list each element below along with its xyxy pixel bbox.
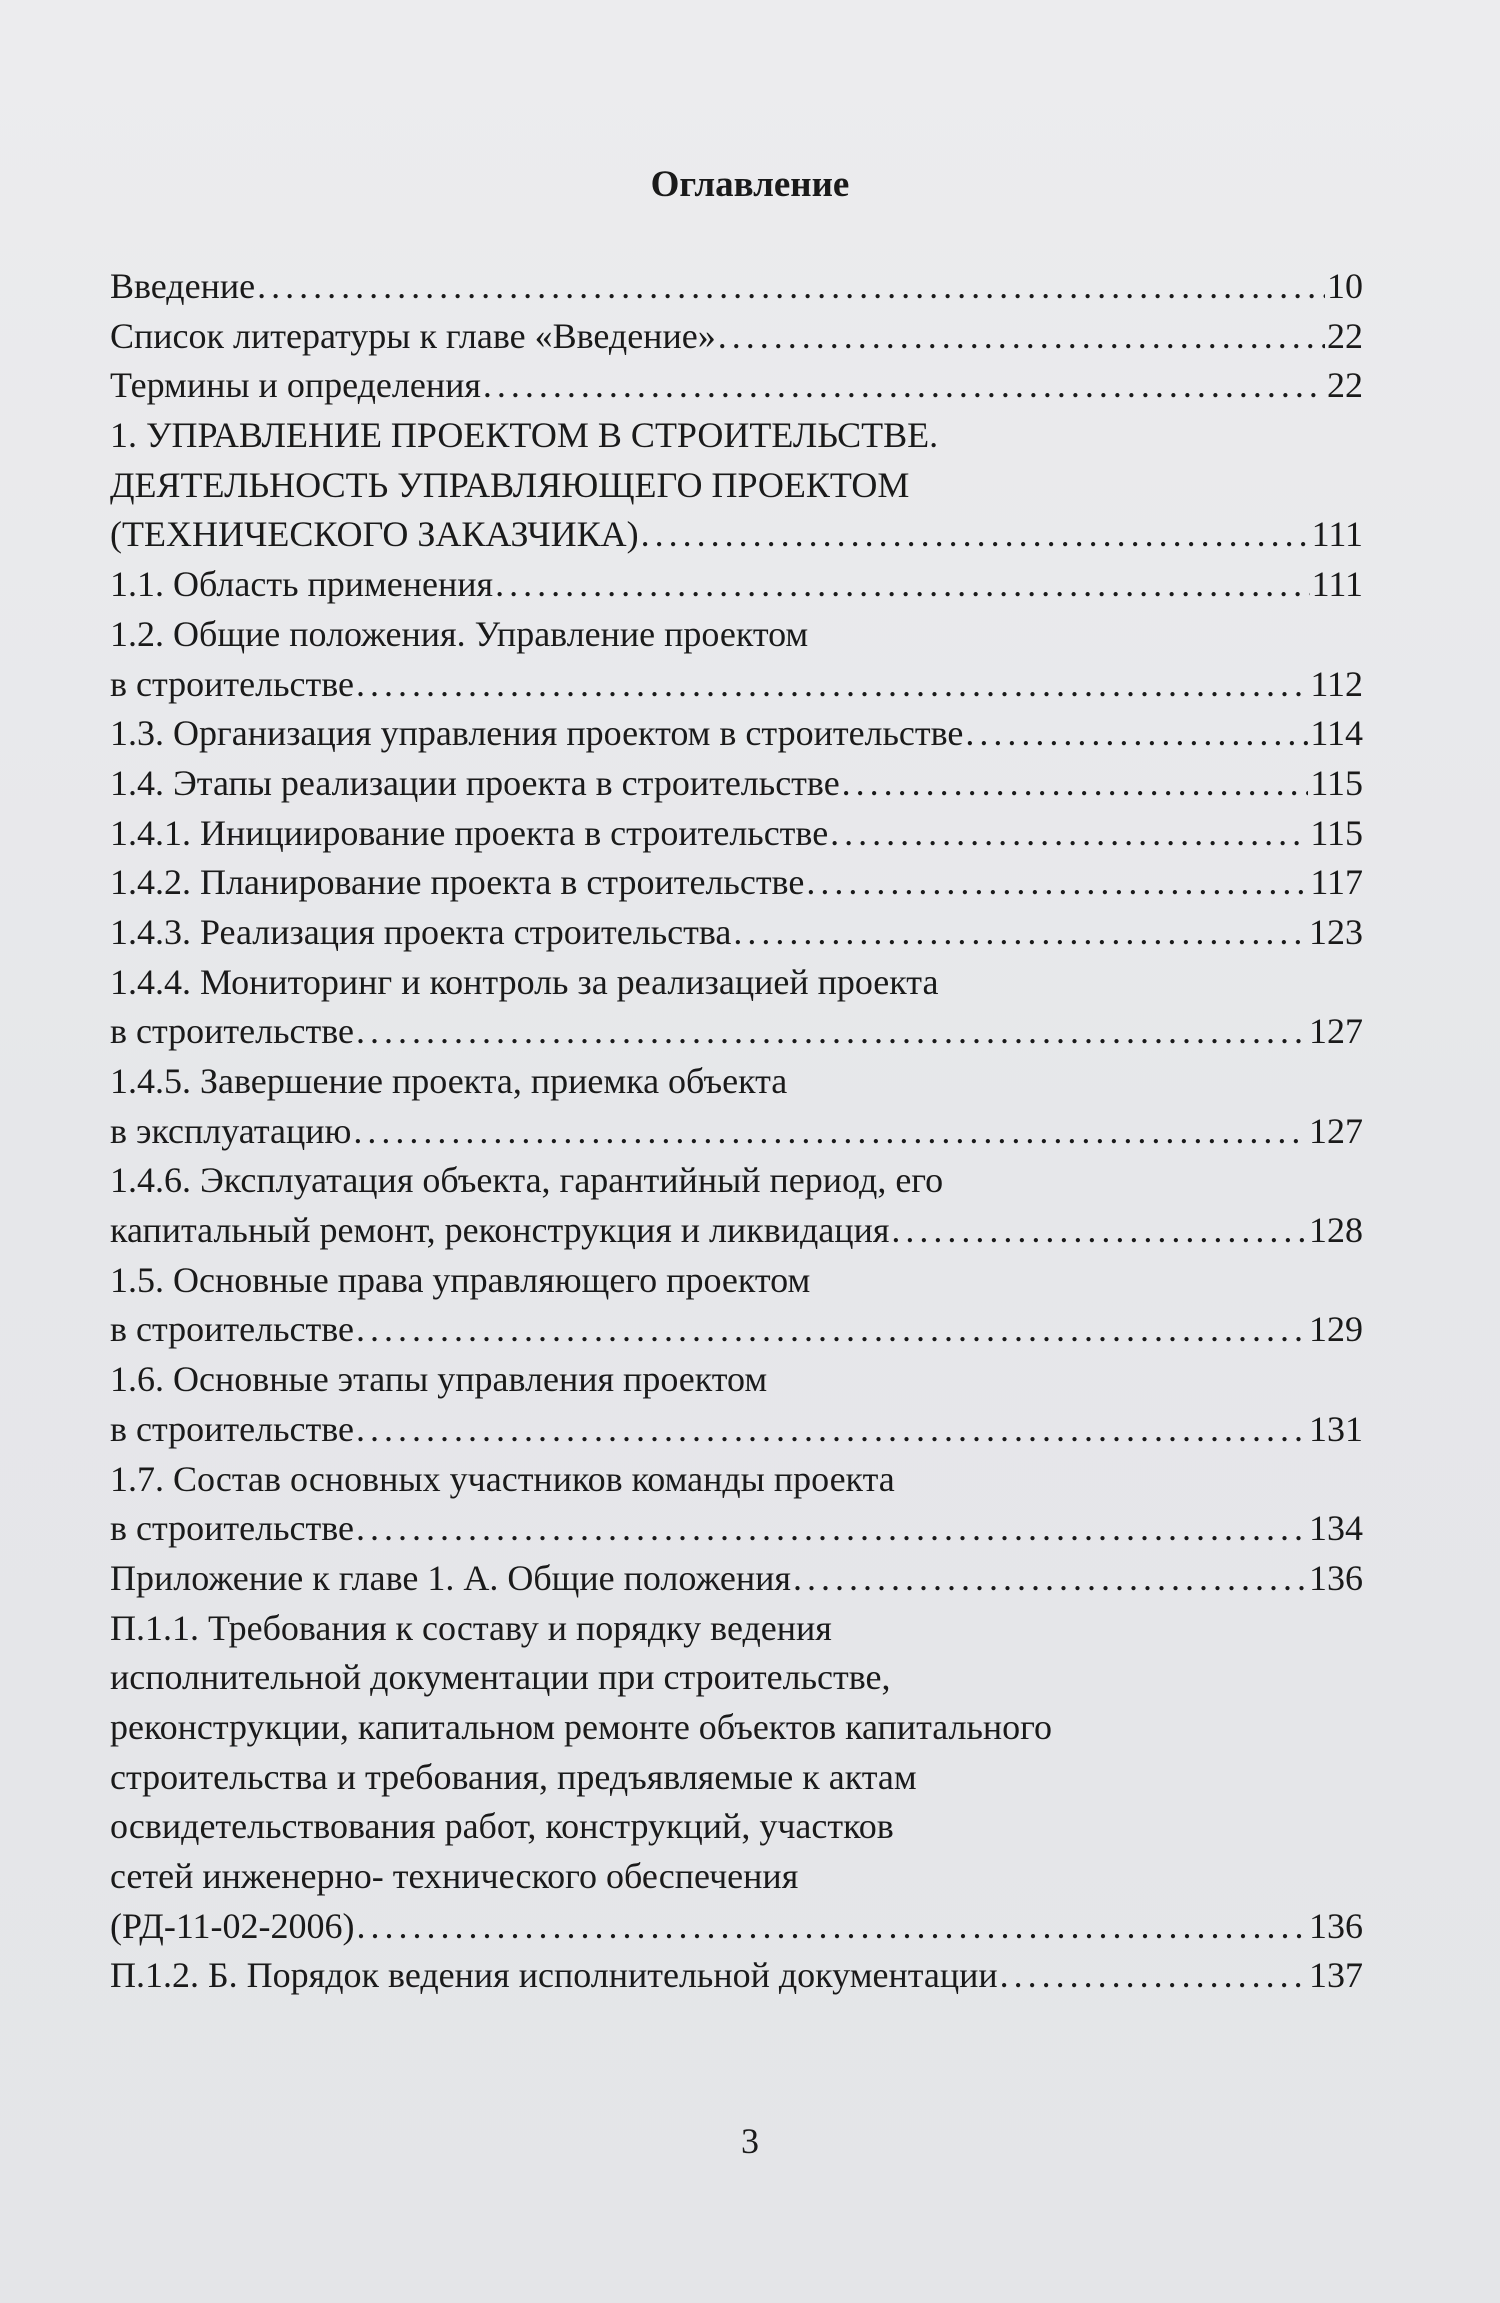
toc-entry [110, 461, 1363, 511]
toc-entry-text: исполнительной документации при строительстве, [110, 1657, 891, 1698]
toc-entry [110, 1753, 1363, 1803]
toc-entry-text: (ТЕХНИЧЕСКОГО ЗАКАЗЧИКА) [110, 514, 639, 555]
toc-entry-page: 22 [1327, 315, 1363, 356]
dot-leader [891, 1206, 1307, 1256]
toc-entry [110, 1156, 1363, 1206]
toc-entry [110, 312, 1363, 362]
toc-entry-page: 117 [1310, 862, 1363, 903]
toc-entry [110, 1305, 1363, 1355]
dot-leader [356, 1902, 1307, 1952]
toc-entry-text: 1.2. Общие положения. Управление проектом [110, 613, 809, 654]
toc-entry [110, 1405, 1363, 1455]
toc-entry-text: 1.4. Этапы реализации проекта в строительстве [110, 762, 840, 803]
toc-entry [110, 809, 1363, 859]
toc-entry [110, 1802, 1363, 1852]
toc-entry-text: 1.3. Организация управления проектом в строительстве [110, 713, 964, 754]
toc-entry-text: Приложение к главе 1. А. Общие положения [110, 1557, 791, 1598]
toc-entry-text: реконструкции, капитальном ремонте объектов капитального [110, 1706, 1053, 1747]
toc-entry [110, 1007, 1363, 1057]
toc-entry-page: 111 [1311, 564, 1363, 605]
toc-entry-page: 136 [1309, 1905, 1363, 1946]
toc-entry [110, 1902, 1363, 1952]
toc-entry-text: в строительстве [110, 1408, 354, 1449]
toc-entry-text: 1.4.5. Завершение проекта, приемка объекта [110, 1061, 788, 1101]
toc-entry [110, 1852, 1363, 1902]
toc-entry-text: 1.4.2. Планирование проекта в строительстве [110, 862, 805, 903]
toc-entry-page: 111 [1311, 514, 1363, 555]
dot-leader [356, 1504, 1307, 1554]
dot-leader [257, 262, 1325, 312]
toc-entry [110, 1604, 1363, 1654]
toc-entry [110, 262, 1363, 312]
dot-leader [353, 1107, 1307, 1157]
toc-entry-text: (РД-11-02-2006) [110, 1905, 355, 1946]
toc-entry [110, 1057, 1363, 1107]
toc-entry-text: 1.4.1. Инициирование проекта в строительстве [110, 812, 829, 853]
toc-entry-text: в строительстве [110, 1508, 354, 1549]
toc-entry [110, 1554, 1363, 1604]
toc-entry-text: П.1.2. Б. Порядок ведения исполнительной документации [110, 1955, 998, 1996]
toc-entry-page: 114 [1310, 713, 1363, 754]
toc-entry-text: 1. УПРАВЛЕНИЕ ПРОЕКТОМ В СТРОИТЕЛЬСТВЕ. [110, 415, 939, 456]
dot-leader [483, 361, 1325, 411]
toc-entry [110, 1206, 1363, 1256]
toc-entry [110, 1504, 1363, 1554]
toc-entry [110, 361, 1363, 411]
toc-entry-page: 131 [1309, 1408, 1363, 1449]
dot-leader [356, 660, 1308, 710]
toc-entry [110, 858, 1363, 908]
toc-entry [110, 908, 1363, 958]
page-number: 3 [741, 2121, 759, 2161]
toc-entry-page: 22 [1327, 365, 1363, 406]
toc-entry-page: 136 [1309, 1557, 1363, 1598]
toc-entry [110, 560, 1363, 610]
toc-entry-page: 112 [1310, 663, 1363, 704]
toc-entry [110, 1107, 1363, 1157]
dot-leader [793, 1554, 1307, 1604]
toc-entry-page: 127 [1309, 1110, 1363, 1151]
toc-entry [110, 759, 1363, 809]
dot-leader [495, 560, 1310, 610]
toc-entry-page: 115 [1310, 762, 1363, 803]
toc-entry [110, 1653, 1363, 1703]
toc-entry [110, 1455, 1363, 1505]
toc-entry-text: в эксплуатацию [110, 1110, 352, 1151]
toc-entry [110, 709, 1363, 759]
toc-entry-text: 1.4.3. Реализация проекта строительства [110, 911, 732, 952]
toc-entry [110, 510, 1363, 560]
toc-entry [110, 411, 1363, 461]
toc-entry [110, 1703, 1363, 1753]
toc-entry-text: 1.7. Состав основных участников команды проекта [110, 1458, 895, 1499]
dot-leader [965, 709, 1308, 759]
toc-entry-text: освидетельствования работ, конструкций, участков [110, 1806, 894, 1847]
dot-leader [806, 858, 1308, 908]
dot-leader [830, 809, 1308, 859]
page-title: Оглавление [650, 164, 850, 205]
toc-entry-text: в строительстве [110, 1011, 354, 1052]
dot-leader [356, 1405, 1307, 1455]
toc-entry-text: 1.5. Основные права управляющего проектом [110, 1259, 811, 1300]
toc-entry-page: 123 [1309, 911, 1363, 952]
toc-entry [110, 660, 1363, 710]
dot-leader [1000, 1951, 1307, 2001]
toc-entry-text: 1.6. Основные этапы управления проектом [110, 1359, 768, 1400]
toc-entry-text: строительства и требования, предъявляемые к актам [110, 1756, 917, 1797]
toc-entry [110, 1256, 1363, 1306]
toc-entry-text: Введение [110, 266, 256, 306]
toc-entry [110, 1355, 1363, 1405]
toc-entry-text: сетей инженерно- технического обеспечения [110, 1856, 799, 1896]
toc-entry-page: 129 [1309, 1309, 1363, 1350]
toc-entry-page: 128 [1309, 1210, 1363, 1251]
toc-entry-page: 134 [1309, 1508, 1363, 1549]
dot-leader [641, 510, 1310, 560]
toc-entry-text: Список литературы к главе «Введение» [110, 315, 716, 356]
toc-entry [110, 958, 1363, 1008]
table-of-contents [110, 262, 1363, 2001]
toc-entry-text: ДЕЯТЕЛЬНОСТЬ УПРАВЛЯЮЩЕГО ПРОЕКТОМ [110, 464, 910, 505]
toc-entry-text: Термины и определения [110, 365, 481, 406]
toc-entry [110, 1951, 1363, 2001]
dot-leader [718, 312, 1325, 362]
toc-entry [110, 610, 1363, 660]
toc-entry-text: П.1.1. Требования к составу и порядку ведения [110, 1607, 832, 1648]
toc-entry-text: в строительстве [110, 663, 354, 704]
toc-entry-text: 1.4.4. Мониторинг и контроль за реализацией проекта [110, 961, 939, 1002]
dot-leader [733, 908, 1307, 958]
toc-entry-page: 10 [1327, 266, 1363, 306]
dot-leader [356, 1007, 1307, 1057]
dot-leader [842, 759, 1309, 809]
toc-entry-page: 115 [1310, 812, 1363, 853]
dot-leader [356, 1305, 1307, 1355]
toc-entry-text: капитальный ремонт, реконструкция и ликвидация [110, 1210, 890, 1251]
toc-entry-page: 127 [1309, 1011, 1363, 1052]
toc-entry-text: 1.4.6. Эксплуатация объекта, гарантийный период, его [110, 1160, 944, 1201]
toc-entry-text: 1.1. Область применения [110, 564, 494, 605]
toc-entry-page: 137 [1309, 1955, 1363, 1996]
toc-entry-text: в строительстве [110, 1309, 354, 1350]
